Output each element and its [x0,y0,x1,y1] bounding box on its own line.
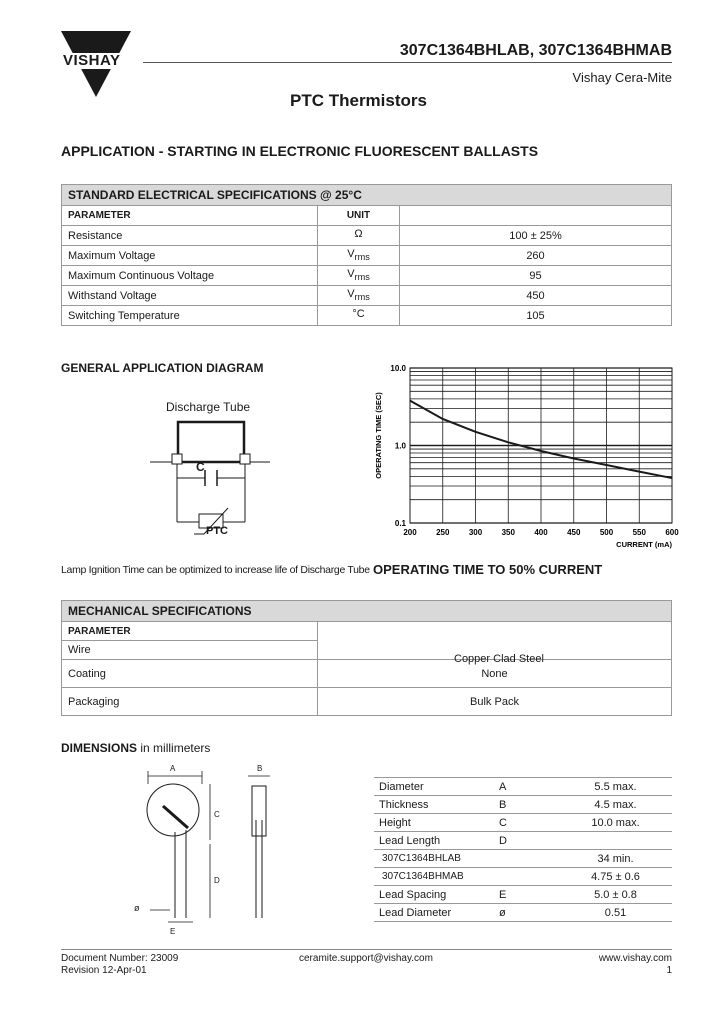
dim-label-b: B [257,764,263,773]
vishay-logo [61,31,131,99]
page-title: PTC Thermistors [290,91,427,110]
dim-row: 307C1364BHLAB 34 min. [374,850,672,868]
doc-number: Document Number: 23009 [61,953,179,964]
application-heading: APPLICATION - STARTING IN ELECTRONIC FLUORESCENT BALLASTS [61,143,539,159]
param-cell: Maximum Continuous Voltage [62,266,318,286]
brand-name: Vishay Cera-Mite [572,70,672,85]
dim-label-a: A [170,764,176,773]
x-tick-label: 400 [534,528,548,537]
dim-row: Diameter A 5.5 max. [374,778,672,796]
table-row [62,226,672,246]
y-tick-label: 0.1 [394,519,406,528]
col-parameter: PARAMETER [62,206,318,226]
x-tick-label: 200 [403,528,417,537]
col-parameter: PARAMETER [62,622,318,641]
tube-label: Discharge Tube [166,400,251,414]
x-tick-label: 300 [468,528,483,537]
value-cell: 95 [400,266,672,286]
param-cell: Maximum Voltage [62,246,318,266]
mechanical-spec-table [61,600,672,716]
value-cell: 105 [400,306,672,326]
packaging-value: Bulk Pack [318,688,672,716]
header-rule [143,62,672,63]
logo-text: VISHAY [63,52,121,69]
dim-row: Lead Spacing E 5.0 ± 0.8 [374,886,672,904]
x-tick-label: 350 [501,528,515,537]
dimension-drawing [130,762,280,942]
electrical-spec-table [61,184,672,326]
table-row [62,306,672,326]
unit-cell: $V_{rms}$ [318,266,400,286]
dim-row: Lead Diameter ø 0.51 [374,904,672,922]
x-axis-label: CURRENT (mA) [616,540,672,549]
x-tick-label: 500 [599,528,614,537]
param-cell: Withstand Voltage [62,286,318,306]
coating-value: None [318,660,672,688]
dim-row: Lead Length D [374,832,672,850]
footer-rule [61,949,672,950]
unit-cell: °C [318,306,400,326]
value-cell: 260 [400,246,672,266]
unit-cell: $V_{rms}$ [318,246,400,266]
x-tick-label: 450 [567,528,581,537]
dimensions-title: DIMENSIONS in millimeters [61,741,211,755]
x-tick-label: 550 [632,528,646,537]
electrical-spec-title: STANDARD ELECTRICAL SPECIFICATIONS @ 25°C [62,185,672,206]
dim-row: 307C1364BHMAB 4.75 ± 0.6 [374,868,672,886]
packaging-param: Packaging [62,688,318,716]
dim-label-e: E [170,927,176,936]
table-row [62,246,672,266]
chart-title: OPERATING TIME TO 50% CURRENT [373,562,603,577]
unit-cell: Ω [318,226,400,246]
page-number: 1 [666,965,672,976]
diagram-title: GENERAL APPLICATION DIAGRAM [61,361,264,375]
x-tick-label: 250 [436,528,450,537]
part-numbers: 307C1364BHLAB, 307C1364BHMAB [399,42,672,59]
col-unit: UNIT [318,206,400,226]
coating-param: Coating [62,660,318,688]
dim-row: Height C 10.0 max. [374,814,672,832]
wire-param: Wire [62,641,318,660]
application-diagram [150,398,270,543]
dim-label-phi: ø [134,903,140,913]
revision: Revision 12-Apr-01 [61,965,147,976]
unit-cell: $V_{rms}$ [318,286,400,306]
value-cell: 100 ± 25% [400,226,672,246]
ptc-label: PTC [206,525,228,537]
website-link[interactable]: www.vishay.com [598,953,672,964]
dim-row: Thickness B 4.5 max. [374,796,672,814]
wire-value: Copper Clad Steel [454,653,544,665]
param-cell: Resistance [62,226,318,246]
capacitor-label: C [196,460,205,474]
dim-label-d: D [214,876,220,885]
dimensions-table [374,777,672,922]
operating-time-chart [365,358,680,558]
y-tick-label: 1.0 [394,441,406,451]
x-tick-label: 600 [665,528,679,537]
support-email-link[interactable]: ceramite.support@vishay.com [299,953,433,964]
y-axis-label: OPERATING TIME (SEC) [374,392,383,479]
y-tick-label: 10.0 [390,364,406,373]
table-row [62,266,672,286]
table-row [62,286,672,306]
value-cell: 450 [400,286,672,306]
diagram-caption: Lamp Ignition Time can be optimized to increase life of Discharge Tube [61,564,370,576]
dim-label-c: C [214,810,220,819]
param-cell: Switching Temperature [62,306,318,326]
chart-svg [365,358,680,558]
mechanical-spec-title: MECHANICAL SPECIFICATIONS [62,601,672,622]
